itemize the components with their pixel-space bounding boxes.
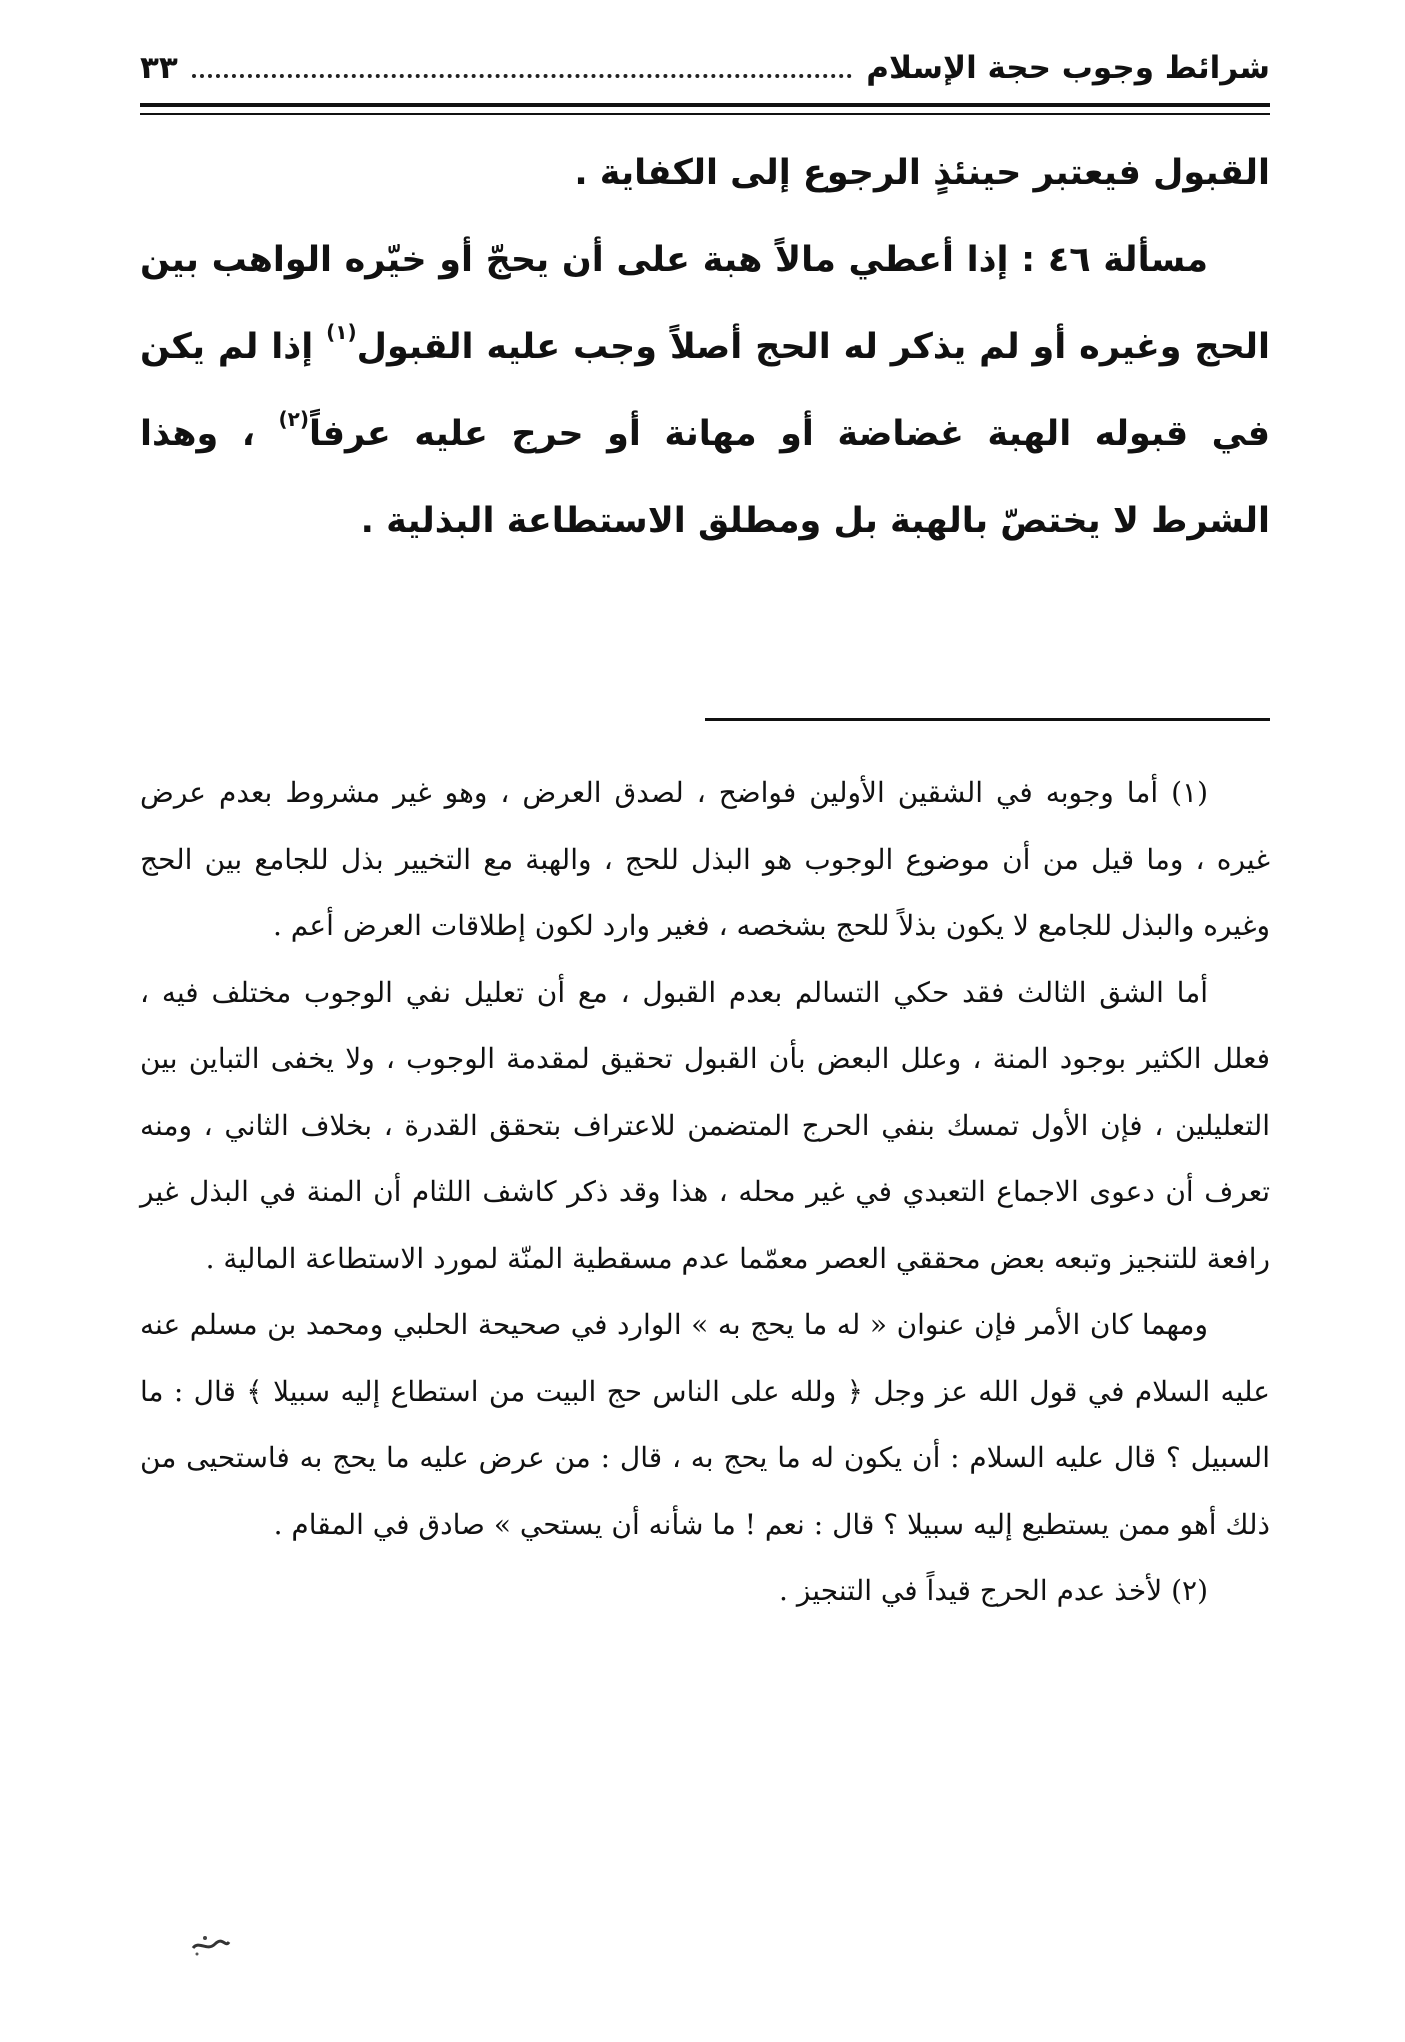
page-number: ٣٣: [140, 50, 178, 86]
ink-smudge-mark: [185, 1930, 235, 1960]
issue-text-b: إذا لم يكن في قبوله الهبة غضاضة أو مهانة أو حرج عليه عرفاً: [140, 327, 1270, 454]
footnotes: [140, 760, 1270, 1625]
issue-text-a: مسألة ٤٦ : إذا أعطي مالاً هبة على أن يحجّ أو خيّره الواهب بين الحج وغيره أو لم يذكر له الحج أصلاً وجب عليه القبول: [140, 240, 1270, 367]
issue-text-c: ، وهذا الشرط لا يختصّ بالهبة بل ومطلق الاستطاعة البذلية .: [140, 414, 1270, 541]
header-dot-leader: [192, 74, 852, 78]
footnote-1-paragraph-3: ومهما كان الأمر فإن عنوان « له ما يحج به » الوارد في صحيحة الحلبي ومحمد بن مسلم عنه عليه السلام في قول الله عز وجل ﴿ ولله على الناس حج البيت من استطاع إليه سبيلا ﴾ قال : ما السبيل ؟ قال عليه السلام : أن يكون له ما يحج به ، قال : من عرض عليه ما يحج به فاستحيى من ذلك أهو ممن يستطيع إليه سبيلا ؟ قال : نعم ! ما شأنه أن يستحي » صادق في المقام .: [140, 1308, 1270, 1541]
footnote-1-paragraph-1: (١) أما وجوبه في الشقين الأولين فواضح ، لصدق العرض ، وهو غير مشروط بعدم عرض غيره ، وما قيل من أن موضوع الوجوب هو البذل للحج ، والهبة مع التخيير بذل للجامع بين الحج وغيره والبذل للجامع لا يكون بذلاً للحج بشخصه ، فغير وارد لكون إطلاقات العرض أعم .: [140, 776, 1270, 942]
running-header: [140, 38, 1270, 98]
book-page: [140, 0, 1270, 2042]
footnote-separator: [705, 718, 1270, 721]
main-paragraph-1: القبول فيعتبر حينئذٍ الرجوع إلى الكفاية .: [574, 153, 1270, 193]
footnote-1-paragraph-2: أما الشق الثالث فقد حكي التسالم بعدم القبول ، مع أن تعليل نفي الوجوب مختلف فيه ، فعلل الكثير بوجود المنة ، وعلل البعض بأن القبول تحقيق لمقدمة الوجوب ، ولا يخفى التباين بين التعليلين ، فإن الأول تمسك بنفي الحرج المتضمن للاعتراف بتحقق القدرة ، بخلاف الثاني ، ومنه تعرف أن دعوى الاجماع التعبدي في غير محله ، هذا وقد ذكر كاشف اللثام أن المنة في البذل غير رافعة للتنجيز وتبعه بعض محققي العصر معمّما عدم مسقطية المنّة لمورد الاستطاعة المالية .: [140, 975, 1270, 1275]
header-title: شرائط وجوب حجة الإسلام: [866, 50, 1270, 86]
main-text: [140, 130, 1270, 565]
footnote-2: (٢) لأخذ عدم الحرج قيداً في التنجيز .: [779, 1574, 1208, 1607]
footnote-ref-1[interactable]: (١): [326, 320, 357, 345]
main-paragraph-2: [140, 217, 1270, 565]
header-double-rule: [140, 103, 1270, 115]
footnote-ref-2[interactable]: (٢): [278, 407, 309, 432]
